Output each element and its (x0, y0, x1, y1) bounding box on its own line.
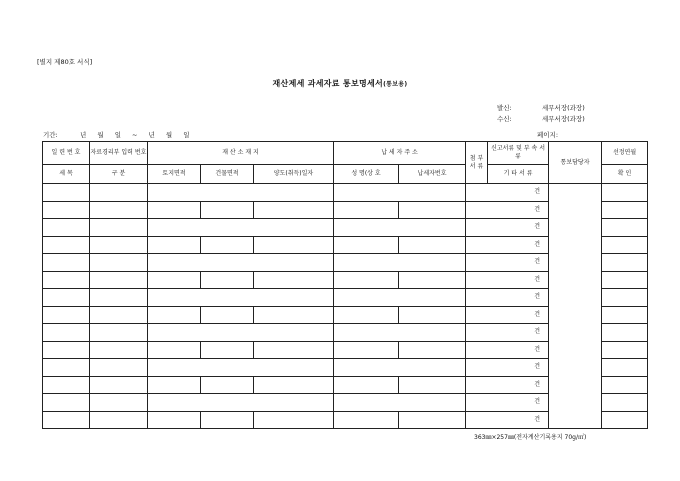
sender-line (497, 103, 585, 112)
cell-ledger-no (90, 289, 148, 307)
cell-tax-item (43, 201, 90, 219)
cell-taxpayer-id (399, 376, 466, 394)
cell-building-area (201, 201, 254, 219)
title-text: 재산제세 과세자료 통보명세서 (272, 79, 384, 88)
cell-count: 건 (466, 341, 549, 359)
cell-count: 건 (466, 271, 549, 289)
cell-land-area (148, 236, 201, 254)
header-taxpayer-id: 납세자번호 (399, 165, 466, 184)
cell-category (90, 306, 148, 324)
cell-name (334, 376, 399, 394)
cell-transfer-date (254, 376, 334, 394)
period-label: 기간: (43, 131, 58, 139)
report-table (42, 141, 648, 429)
header-attached-docs: 첨 부 서 류 (466, 142, 488, 184)
cell-taxpayer-id (399, 306, 466, 324)
cell-tax-item (43, 271, 90, 289)
cell-taxpayer-id (399, 201, 466, 219)
header-transfer-date: 양도(취득)일자 (254, 165, 334, 184)
cell-taxpayer-id (399, 271, 466, 289)
cell-tax-item (43, 411, 90, 429)
cell-count: 건 (466, 359, 549, 377)
cell-selection (602, 219, 648, 237)
cell-entry-no (43, 359, 90, 377)
cell-category (90, 376, 148, 394)
header-category: 구 분 (90, 165, 148, 184)
cell-tax-item (43, 376, 90, 394)
header-row-1 (43, 142, 648, 165)
cell-property-address (148, 394, 334, 412)
header-name: 성 명(상 호 (334, 165, 399, 184)
header-entry-no: 일 련 번 호 (43, 142, 90, 165)
cell-land-area (148, 376, 201, 394)
cell-selection (602, 324, 648, 342)
header-taxpayer-address: 납 세 자 주 소 (334, 142, 466, 165)
cell-taxpayer-address (334, 254, 466, 272)
header-land-area: 토지면적 (148, 165, 201, 184)
cell-ledger-no (90, 324, 148, 342)
cell-transfer-date (254, 236, 334, 254)
cell-entry-no (43, 254, 90, 272)
sender-value: 세무서장(과장) (542, 104, 585, 112)
cell-building-area (201, 376, 254, 394)
cell-taxpayer-address (334, 394, 466, 412)
paper-spec: 363㎜×257㎜(전자계산기록용지 70g/㎡) (474, 434, 587, 441)
cell-confirm (602, 306, 648, 324)
sender-label: 발신: (497, 104, 512, 112)
cell-property-address (148, 254, 334, 272)
cell-count: 건 (466, 201, 549, 219)
header-tax-item: 세 목 (43, 165, 90, 184)
cell-tax-item (43, 236, 90, 254)
cell-land-area (148, 201, 201, 219)
cell-property-address (148, 219, 334, 237)
page-label: 페이지: (537, 131, 559, 139)
cell-category (90, 411, 148, 429)
cell-count: 건 (466, 306, 549, 324)
cell-count: 건 (466, 236, 549, 254)
cell-ledger-no (90, 254, 148, 272)
form-number: [별지 제80호 서식] (37, 58, 93, 66)
cell-category (90, 271, 148, 289)
cell-transfer-date (254, 306, 334, 324)
cell-taxpayer-address (334, 184, 466, 202)
cell-transfer-date (254, 341, 334, 359)
cell-property-address (148, 289, 334, 307)
header-officer: 통보담당자 (549, 142, 602, 184)
cell-taxpayer-address (334, 289, 466, 307)
cell-taxpayer-id (399, 411, 466, 429)
cell-confirm (602, 376, 648, 394)
cell-confirm (602, 271, 648, 289)
cell-transfer-date (254, 271, 334, 289)
cell-land-area (148, 341, 201, 359)
cell-count: 건 (466, 376, 549, 394)
cell-confirm (602, 236, 648, 254)
cell-category (90, 236, 148, 254)
cell-taxpayer-address (334, 359, 466, 377)
cell-name (334, 201, 399, 219)
cell-ledger-no (90, 394, 148, 412)
cell-count: 건 (466, 289, 549, 307)
page-title (0, 78, 680, 89)
cell-category (90, 201, 148, 219)
cell-entry-no (43, 219, 90, 237)
header-other: 기 타 서 류 (488, 165, 549, 184)
cell-entry-no (43, 184, 90, 202)
cell-name (334, 411, 399, 429)
cell-entry-no (43, 289, 90, 307)
cell-selection (602, 289, 648, 307)
cell-selection (602, 254, 648, 272)
header-selection: 선정연월 (602, 142, 648, 165)
cell-confirm (602, 411, 648, 429)
cell-building-area (201, 341, 254, 359)
cell-name (334, 271, 399, 289)
header-confirm: 확 인 (602, 165, 648, 184)
cell-count: 건 (466, 254, 549, 272)
cell-name (334, 341, 399, 359)
receiver-line (497, 114, 585, 123)
cell-count: 건 (466, 184, 549, 202)
cell-selection (602, 184, 648, 202)
cell-building-area (201, 236, 254, 254)
cell-land-area (148, 271, 201, 289)
cell-taxpayer-id (399, 341, 466, 359)
cell-confirm (602, 341, 648, 359)
cell-transfer-date (254, 201, 334, 219)
cell-ledger-no (90, 184, 148, 202)
header-property: 재 산 소 재 지 (148, 142, 334, 165)
cell-property-address (148, 184, 334, 202)
cell-entry-no (43, 394, 90, 412)
cell-tax-item (43, 341, 90, 359)
cell-land-area (148, 306, 201, 324)
header-report-docs: 신고서류 및 부 속 서 류 (488, 142, 549, 165)
cell-taxpayer-id (399, 236, 466, 254)
cell-transfer-date (254, 411, 334, 429)
header-ledger-no: 자료경리부 입력 번호 (90, 142, 148, 165)
cell-tax-item (43, 306, 90, 324)
cell-count: 건 (466, 394, 549, 412)
receiver-label: 수신: (497, 115, 512, 123)
cell-confirm (602, 201, 648, 219)
cell-property-address (148, 324, 334, 342)
cell-category (90, 341, 148, 359)
cell-selection (602, 394, 648, 412)
cell-ledger-no (90, 359, 148, 377)
cell-count: 건 (466, 324, 549, 342)
cell-building-area (201, 271, 254, 289)
cell-name (334, 306, 399, 324)
header-building-area: 건물면적 (201, 165, 254, 184)
table-row (43, 184, 648, 202)
cell-land-area (148, 411, 201, 429)
cell-count: 건 (466, 219, 549, 237)
cell-officer (549, 184, 602, 429)
cell-ledger-no (90, 219, 148, 237)
title-suffix: (통보용) (383, 81, 408, 88)
cell-building-area (201, 306, 254, 324)
cell-entry-no (43, 324, 90, 342)
cell-building-area (201, 411, 254, 429)
cell-name (334, 236, 399, 254)
cell-taxpayer-address (334, 219, 466, 237)
receiver-value: 세무서장(과장) (542, 115, 585, 123)
period-text: 년 월 일 ~ 년 월 일 (80, 131, 192, 139)
cell-taxpayer-address (334, 324, 466, 342)
cell-count: 건 (466, 411, 549, 429)
cell-selection (602, 359, 648, 377)
cell-property-address (148, 359, 334, 377)
